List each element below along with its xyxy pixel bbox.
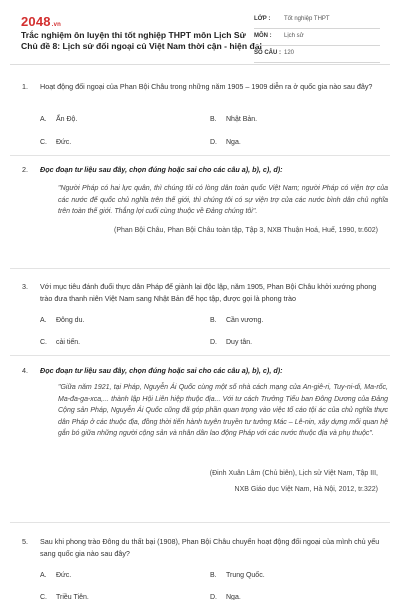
- question-divider: [10, 155, 390, 156]
- option-d[interactable]: D. Duy tân.: [210, 339, 253, 346]
- option-d[interactable]: D. Nga.: [210, 139, 241, 146]
- meta-row-subject: [254, 29, 380, 46]
- question-instruction: Đọc đoạn tư liệu sau đây, chọn đúng hoặc sai cho các câu a), b), c), d):: [40, 165, 283, 174]
- option-a[interactable]: A. Ấn Độ.: [40, 116, 78, 123]
- option-c[interactable]: C. cải tiến.: [40, 339, 81, 346]
- question-text: Sau khi phong trào Đông du thất bại (1908), Phan Bội Châu chuyển hoạt động đối ngoại của mình chủ yếu sang quốc gia nào sau đây?: [40, 537, 380, 558]
- question-number: 2.: [22, 165, 28, 174]
- meta-value: 120: [284, 50, 295, 56]
- page-header: [0, 0, 400, 62]
- meta-key: SỐ CÂU :: [254, 50, 281, 56]
- question-text: Với mục tiêu đánh đuổi thực dân Pháp để giành lại độc lập, năm 1905, Phan Bội Châu khởi xướng phong trào đưa thanh niên Việt Nam sang Nhật Bản để học tập, được gọi là phong trào: [40, 282, 377, 303]
- meta-row-class: [254, 12, 380, 29]
- question-number: 1.: [22, 82, 28, 91]
- document-subtitle: Chủ đề 8: Lịch sử đối ngoại củ Việt Nam thời cận - hiện đại: [21, 41, 262, 51]
- passage-citation: (Đinh Xuân Lâm (Chủ biên), Lịch sử Việt Nam, Tập III,: [209, 470, 378, 477]
- header-divider: [10, 64, 390, 65]
- document-title: Trắc nghiệm ôn luyện thi tốt nghiệp THPT môn Lịch Sử: [21, 30, 246, 40]
- option-b[interactable]: B. Nhật Bản.: [210, 116, 258, 123]
- source-passage: "Người Pháp có hai lực quân, thì chúng tôi có lòng dân toàn quốc Việt Nam; người Pháp có viện trợ của các nước đế quốc chủ nghĩa trên thế giới, thì chúng tôi có sự viện trợ của các nước bình dân chủ nghĩa trên toàn thế giới. Thắng lợi cuối cùng thuộc về Đảng chúng tôi".: [58, 185, 388, 216]
- meta-value: Tốt nghiệp THPT: [284, 16, 330, 22]
- question-number: 5.: [22, 537, 28, 546]
- option-a[interactable]: A. Đức.: [40, 572, 72, 579]
- site-logo[interactable]: 2048.vn: [21, 14, 62, 29]
- source-passage: "Giữa năm 1921, tại Pháp, Nguyễn Ái Quốc cùng một số nhà cách mạng của An-giê-ri, Tuy-ni-di, Ma-rốc, Ma-đa-ga-xca,... thành lập Hội Liên hiệp thuộc địa... Với tư cách Trưởng Tiểu ban Đông Dương của Đảng Cộng sản Pháp, Nguyễn Ái Quốc cũng đã góp phần quan trọng vào việc tổ cáo tội ác của chủ nghĩa thực dân Pháp ở các thuộc địa, đồng thời tiến hành tuyên truyền tư tưởng Mác – Lê-nin, xây dựng mối quan hệ gắn bó giữa những người cộng sản và nhân dân lao động Pháp với các nước thuộc địa và phụ thuộc".: [58, 384, 388, 438]
- question-number: 3.: [22, 282, 28, 291]
- question-text: Hoạt động đối ngoại của Phan Bội Châu trong những năm 1905 – 1909 diễn ra ở quốc gia nào sau đây?: [40, 82, 373, 91]
- question-divider: [10, 355, 390, 356]
- question-number: 4.: [22, 366, 28, 375]
- option-b[interactable]: B. Trung Quốc.: [210, 572, 265, 579]
- meta-value: Lịch sử: [284, 33, 304, 39]
- option-b[interactable]: B. Cần vương.: [210, 317, 264, 324]
- question-divider: [10, 522, 390, 523]
- question-instruction: Đọc đoạn tư liệu sau đây, chọn đúng hoặc sai cho các câu a), b), c), d):: [40, 366, 283, 375]
- option-d[interactable]: D. Nga.: [210, 594, 241, 600]
- meta-key: LỚP :: [254, 16, 271, 22]
- passage-citation: (Phan Bội Châu, Phan Bội Châu toàn tập, Tập 3, NXB Thuận Hoá, Huế, 1990, tr.602): [114, 227, 378, 234]
- passage-citation-line2: NXB Giáo dục Việt Nam, Hà Nội, 2012, tr.322): [234, 486, 378, 493]
- meta-row-count: [254, 46, 380, 63]
- option-c[interactable]: C. Triều Tiên.: [40, 594, 89, 600]
- meta-key: MÔN :: [254, 33, 272, 39]
- option-a[interactable]: A. Đông du.: [40, 317, 85, 324]
- option-c[interactable]: C. Đức.: [40, 139, 72, 146]
- question-divider: [10, 268, 390, 269]
